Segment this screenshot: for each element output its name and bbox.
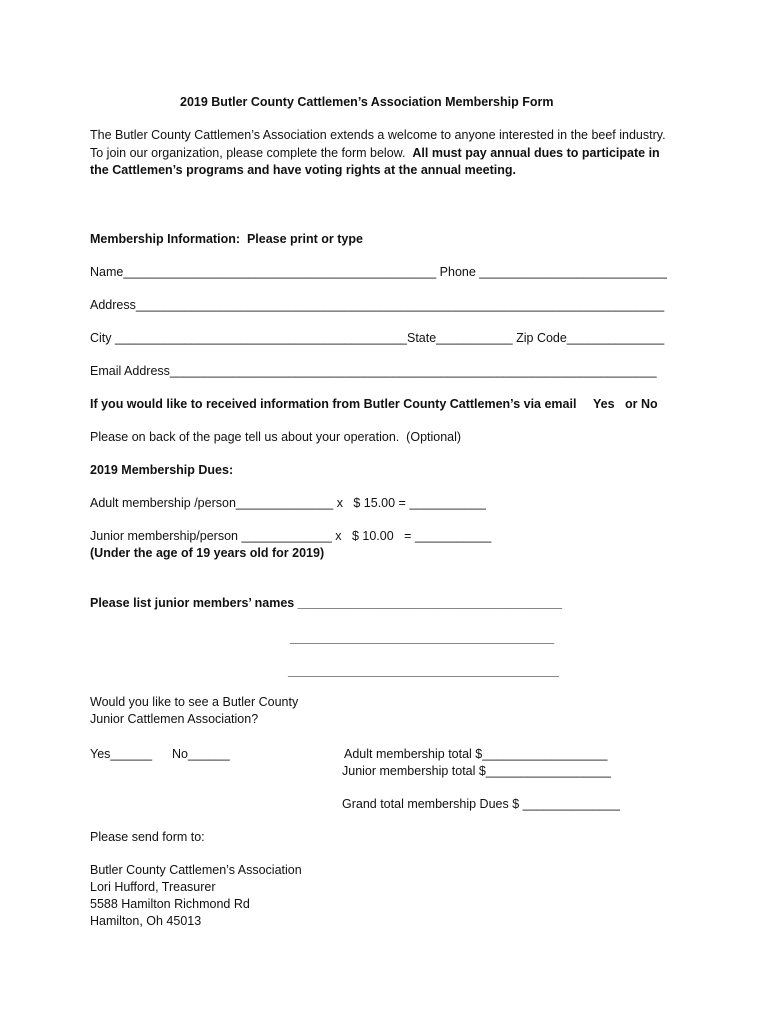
email-yes-no-options[interactable]: Yes or No [593,397,658,411]
junior-name-field-1[interactable]: ______________________________________ [297,596,562,610]
mailing-city: Hamilton, Oh 45013 [90,914,202,928]
email-question: If you would like to received information from Butler County Cattlemen’s via email [90,397,577,411]
grand-total-field[interactable]: Grand total membership Dues $ ______________ [342,797,620,811]
junior-names-label-text: Please list junior members’ names [90,596,295,610]
junior-association-question-2: Junior Cattlemen Association? [90,712,259,726]
dues-heading: 2019 Membership Dues: [90,463,234,477]
mailing-org: Butler County Cattlemen’s Association [90,863,302,877]
adult-total-field[interactable]: Adult membership total $__________________ [344,747,608,761]
intro-line-2-plain: To join our organization, please complete the form below. [90,146,413,160]
email-field[interactable]: Email Address______________________________________________________________________ [90,364,657,378]
adult-membership-line[interactable]: Adult membership /person______________ x $ 15.00 = ___________ [90,496,486,510]
junior-name-field-3[interactable]: _______________________________________ [288,664,560,678]
form-title: 2019 Butler County Cattlemen’s Association Membership Form [180,95,554,109]
intro-line-2-bold: All must pay annual dues to participate in [412,146,660,160]
intro-line-3: the Cattlemen’s programs and have voting rights at the annual meeting. [90,163,517,177]
junior-association-yes[interactable]: Yes______ [90,747,153,761]
city-state-zip-field[interactable]: City __________________________________________State___________ Zip Code______________ [90,331,665,345]
junior-names-label [90,595,562,612]
junior-membership-line[interactable]: Junior membership/person _____________ x $ 10.00 = ___________ [90,529,492,543]
membership-info-heading: Membership Information: Please print or type [90,232,363,246]
address-field[interactable]: Address____________________________________________________________________________ [90,298,665,312]
intro-line-2 [90,145,660,162]
operation-note: Please on back of the page tell us about your operation. (Optional) [90,430,462,444]
mailing-street: 5588 Hamilton Richmond Rd [90,897,250,911]
send-form-label: Please send form to: [90,830,205,844]
junior-age-note: (Under the age of 19 years old for 2019) [90,546,325,560]
mailing-person: Lori Hufford, Treasurer [90,880,216,894]
intro-line-1: The Butler County Cattlemen’s Association extends a welcome to anyone interested in the beef industry. [90,128,666,142]
junior-association-question-1: Would you like to see a Butler County [90,695,299,709]
name-phone-field[interactable]: Name_____________________________________________ Phone ___________________________ [90,265,667,279]
junior-association-no[interactable]: No______ [172,747,230,761]
junior-name-field-2[interactable]: ______________________________________ [290,631,555,645]
junior-total-field[interactable]: Junior membership total $__________________ [342,764,611,778]
